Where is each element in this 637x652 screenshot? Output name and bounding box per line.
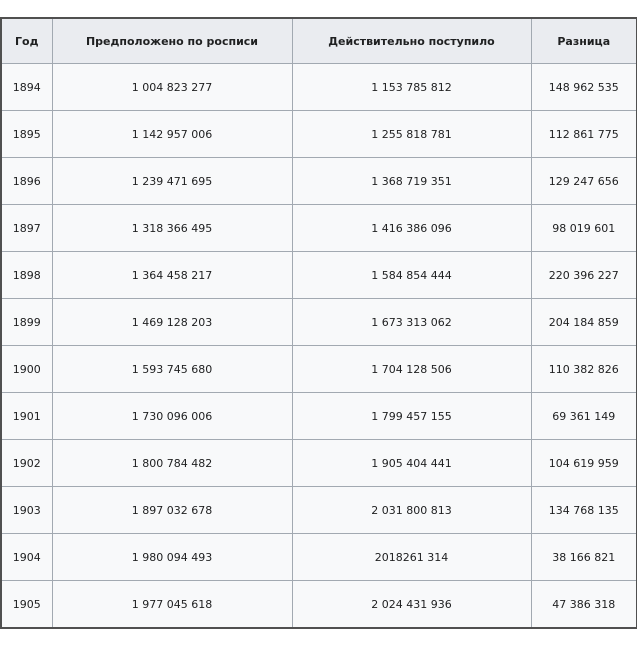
table-row — [1, 487, 637, 534]
cell-difference: 112 861 775 — [531, 111, 637, 158]
cell-difference: 204 184 859 — [531, 299, 637, 346]
cell-actual: 1 368 719 351 — [292, 158, 531, 205]
cell-planned: 1 239 471 695 — [52, 158, 292, 205]
header-difference: Разница — [531, 18, 637, 64]
cell-year: 1898 — [1, 252, 52, 299]
cell-planned: 1 004 823 277 — [52, 64, 292, 111]
table-row — [1, 64, 637, 111]
cell-actual: 2018261 314 — [292, 534, 531, 581]
cell-difference: 134 768 135 — [531, 487, 637, 534]
cell-difference: 110 382 826 — [531, 346, 637, 393]
cell-planned: 1 730 096 006 — [52, 393, 292, 440]
cell-actual: 1 584 854 444 — [292, 252, 531, 299]
cell-year: 1895 — [1, 111, 52, 158]
cell-planned: 1 980 094 493 — [52, 534, 292, 581]
cell-actual: 1 704 128 506 — [292, 346, 531, 393]
cell-planned: 1 897 032 678 — [52, 487, 292, 534]
header-row — [1, 18, 637, 64]
cell-year: 1903 — [1, 487, 52, 534]
header-planned: Предположено по росписи — [52, 18, 292, 64]
table-row — [1, 252, 637, 299]
cell-planned: 1 977 045 618 — [52, 581, 292, 629]
cell-planned: 1 318 366 495 — [52, 205, 292, 252]
cell-planned: 1 593 745 680 — [52, 346, 292, 393]
table-row — [1, 111, 637, 158]
table-row — [1, 299, 637, 346]
cell-difference: 148 962 535 — [531, 64, 637, 111]
cell-year: 1896 — [1, 158, 52, 205]
cell-difference: 38 166 821 — [531, 534, 637, 581]
cell-planned: 1 800 784 482 — [52, 440, 292, 487]
cell-year: 1894 — [1, 64, 52, 111]
table-row — [1, 346, 637, 393]
cell-year: 1899 — [1, 299, 52, 346]
table-row — [1, 205, 637, 252]
table-row — [1, 534, 637, 581]
cell-year: 1900 — [1, 346, 52, 393]
cell-difference: 220 396 227 — [531, 252, 637, 299]
cell-actual: 1 673 313 062 — [292, 299, 531, 346]
table-row — [1, 581, 637, 629]
cell-year: 1897 — [1, 205, 52, 252]
table-row — [1, 158, 637, 205]
cell-actual: 2 024 431 936 — [292, 581, 531, 629]
cell-year: 1904 — [1, 534, 52, 581]
cell-difference: 69 361 149 — [531, 393, 637, 440]
cell-year: 1902 — [1, 440, 52, 487]
cell-difference: 104 619 959 — [531, 440, 637, 487]
table-container — [0, 17, 636, 629]
cell-difference: 47 386 318 — [531, 581, 637, 629]
header-actual: Действительно поступило — [292, 18, 531, 64]
cell-actual: 1 799 457 155 — [292, 393, 531, 440]
cell-actual: 1 905 404 441 — [292, 440, 531, 487]
budget-table — [0, 17, 637, 629]
header-year: Год — [1, 18, 52, 64]
cell-planned: 1 364 458 217 — [52, 252, 292, 299]
cell-actual: 1 153 785 812 — [292, 64, 531, 111]
cell-difference: 98 019 601 — [531, 205, 637, 252]
cell-actual: 2 031 800 813 — [292, 487, 531, 534]
cell-actual: 1 416 386 096 — [292, 205, 531, 252]
cell-planned: 1 142 957 006 — [52, 111, 292, 158]
cell-actual: 1 255 818 781 — [292, 111, 531, 158]
table-row — [1, 440, 637, 487]
cell-year: 1901 — [1, 393, 52, 440]
cell-difference: 129 247 656 — [531, 158, 637, 205]
cell-year: 1905 — [1, 581, 52, 629]
cell-planned: 1 469 128 203 — [52, 299, 292, 346]
table-row — [1, 393, 637, 440]
